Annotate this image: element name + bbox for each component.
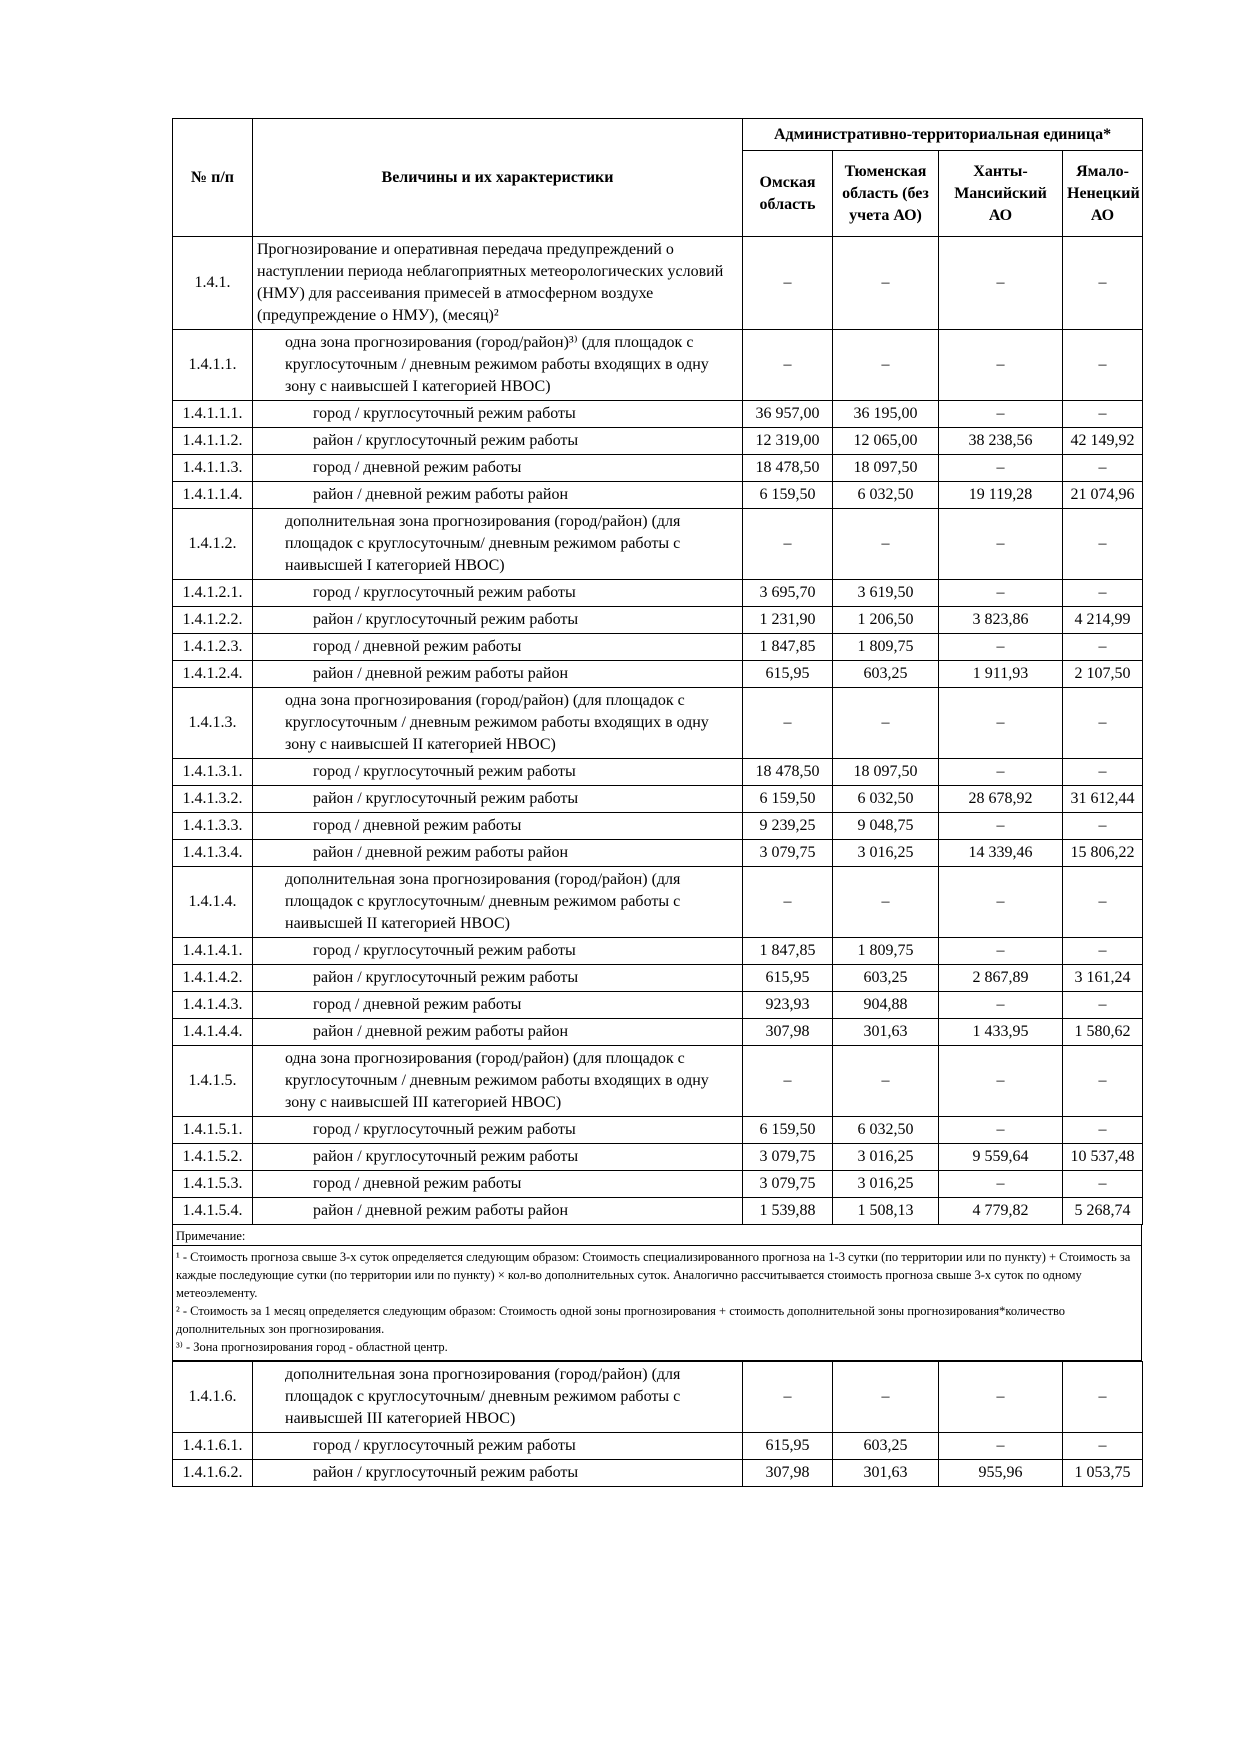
row-value: 3 079,75: [743, 1144, 833, 1171]
row-value: –: [1063, 401, 1143, 428]
row-value: –: [1063, 634, 1143, 661]
row-number: 1.4.1.2.4.: [173, 661, 253, 688]
table-row: [173, 1362, 1143, 1433]
row-label: район / дневной режим работы район: [253, 1019, 743, 1046]
table-row: [173, 938, 1143, 965]
row-value: 1 911,93: [939, 661, 1063, 688]
row-value: –: [939, 1117, 1063, 1144]
row-value: –: [833, 509, 939, 580]
row-value: 1 809,75: [833, 634, 939, 661]
row-value: 12 319,00: [743, 428, 833, 455]
row-value: 6 032,50: [833, 786, 939, 813]
row-value: 6 032,50: [833, 1117, 939, 1144]
row-value: 3 016,25: [833, 1171, 939, 1198]
table-row: [173, 330, 1143, 401]
row-value: –: [743, 1362, 833, 1433]
row-value: –: [1063, 867, 1143, 938]
table-body-continued: [173, 1362, 1143, 1487]
row-number: 1.4.1.1.2.: [173, 428, 253, 455]
row-value: 3 619,50: [833, 580, 939, 607]
header-region-tyumen: Тюменская область (без учета АО): [833, 151, 939, 237]
row-value: 603,25: [833, 965, 939, 992]
row-number: 1.4.1.3.3.: [173, 813, 253, 840]
row-value: –: [939, 1362, 1063, 1433]
row-value: 21 074,96: [1063, 482, 1143, 509]
row-value: –: [939, 813, 1063, 840]
tariff-table-continued: [172, 1361, 1143, 1487]
row-label: район / дневной режим работы район: [253, 840, 743, 867]
row-value: 615,95: [743, 661, 833, 688]
row-number: 1.4.1.2.1.: [173, 580, 253, 607]
row-value: 1 847,85: [743, 938, 833, 965]
row-number: 1.4.1.4.1.: [173, 938, 253, 965]
table-row: [173, 455, 1143, 482]
row-value: –: [939, 938, 1063, 965]
row-value: 9 559,64: [939, 1144, 1063, 1171]
notes-title: Примечание:: [173, 1227, 1141, 1246]
row-label: город / круглосуточный режим работы: [253, 580, 743, 607]
row-value: 10 537,48: [1063, 1144, 1143, 1171]
row-value: 36 957,00: [743, 401, 833, 428]
table-row: [173, 840, 1143, 867]
row-label: район / круглосуточный режим работы: [253, 1460, 743, 1487]
row-value: –: [1063, 992, 1143, 1019]
table-row: [173, 1171, 1143, 1198]
row-value: –: [1063, 1046, 1143, 1117]
row-value: –: [833, 330, 939, 401]
row-value: –: [1063, 759, 1143, 786]
row-number: 1.4.1.1.3.: [173, 455, 253, 482]
row-value: –: [743, 237, 833, 330]
table-row: [173, 237, 1143, 330]
row-value: –: [1063, 237, 1143, 330]
row-value: 6 159,50: [743, 482, 833, 509]
header-num: № п/п: [173, 119, 253, 237]
row-value: –: [1063, 938, 1143, 965]
row-value: 31 612,44: [1063, 786, 1143, 813]
row-value: 4 779,82: [939, 1198, 1063, 1225]
row-label: город / дневной режим работы: [253, 634, 743, 661]
row-value: 603,25: [833, 1433, 939, 1460]
row-value: 9 239,25: [743, 813, 833, 840]
row-value: –: [833, 867, 939, 938]
row-value: 15 806,22: [1063, 840, 1143, 867]
row-value: 1 847,85: [743, 634, 833, 661]
header-name: Величины и их характеристики: [253, 119, 743, 237]
row-value: –: [1063, 1117, 1143, 1144]
row-value: –: [939, 237, 1063, 330]
row-label: дополнительная зона прогнозирования (город/район) (для площадок с круглосуточным/ дневным режимом работы с наивысшей III категорией НВОС): [253, 1362, 743, 1433]
row-label: район / дневной режим работы район: [253, 1198, 743, 1225]
row-value: –: [939, 992, 1063, 1019]
row-number: 1.4.1.: [173, 237, 253, 330]
row-value: 904,88: [833, 992, 939, 1019]
row-number: 1.4.1.5.: [173, 1046, 253, 1117]
row-value: 615,95: [743, 965, 833, 992]
row-value: –: [833, 688, 939, 759]
header-region-khmao: Ханты-Мансийский АО: [939, 151, 1063, 237]
row-value: 18 097,50: [833, 759, 939, 786]
row-label: город / круглосуточный режим работы: [253, 1433, 743, 1460]
table-row: [173, 867, 1143, 938]
row-value: 2 107,50: [1063, 661, 1143, 688]
row-value: 1 433,95: [939, 1019, 1063, 1046]
row-number: 1.4.1.2.3.: [173, 634, 253, 661]
row-value: –: [939, 634, 1063, 661]
row-value: –: [833, 1362, 939, 1433]
header-region-omsk: Омская область: [743, 151, 833, 237]
row-value: 1 580,62: [1063, 1019, 1143, 1046]
row-value: 3 079,75: [743, 1171, 833, 1198]
row-value: 1 809,75: [833, 938, 939, 965]
row-number: 1.4.1.6.: [173, 1362, 253, 1433]
table-row: [173, 607, 1143, 634]
row-value: 1 508,13: [833, 1198, 939, 1225]
row-value: 301,63: [833, 1019, 939, 1046]
row-value: –: [939, 688, 1063, 759]
row-value: 18 478,50: [743, 455, 833, 482]
row-value: –: [1063, 813, 1143, 840]
row-number: 1.4.1.1.1.: [173, 401, 253, 428]
row-number: 1.4.1.5.4.: [173, 1198, 253, 1225]
table-row: [173, 1144, 1143, 1171]
table-row: [173, 965, 1143, 992]
row-value: 9 048,75: [833, 813, 939, 840]
row-value: 18 478,50: [743, 759, 833, 786]
row-value: 6 159,50: [743, 1117, 833, 1144]
row-value: –: [939, 509, 1063, 580]
row-label: район / дневной режим работы район: [253, 661, 743, 688]
row-label: город / круглосуточный режим работы: [253, 938, 743, 965]
row-value: 615,95: [743, 1433, 833, 1460]
row-value: –: [743, 330, 833, 401]
row-value: 5 268,74: [1063, 1198, 1143, 1225]
row-value: 42 149,92: [1063, 428, 1143, 455]
row-value: 307,98: [743, 1019, 833, 1046]
row-value: –: [939, 401, 1063, 428]
row-number: 1.4.1.4.: [173, 867, 253, 938]
row-value: 603,25: [833, 661, 939, 688]
row-value: –: [1063, 509, 1143, 580]
row-value: –: [939, 330, 1063, 401]
row-number: 1.4.1.2.: [173, 509, 253, 580]
row-value: –: [939, 1046, 1063, 1117]
row-label: одна зона прогнозирования (город/район)³⁾ (для площадок с круглосуточным / дневным режимом работы входящих в одну зону с наивысшей I категорией НВОС): [253, 330, 743, 401]
table-row: [173, 786, 1143, 813]
row-value: 1 231,90: [743, 607, 833, 634]
row-value: –: [833, 237, 939, 330]
table-row: [173, 813, 1143, 840]
row-label: город / круглосуточный режим работы: [253, 1117, 743, 1144]
row-label: дополнительная зона прогнозирования (город/район) (для площадок с круглосуточным/ дневным режимом работы с наивысшей I категорией НВОС): [253, 509, 743, 580]
row-value: 923,93: [743, 992, 833, 1019]
row-value: 1 206,50: [833, 607, 939, 634]
row-value: –: [1063, 455, 1143, 482]
row-label: район / круглосуточный режим работы: [253, 965, 743, 992]
row-value: –: [939, 455, 1063, 482]
row-number: 1.4.1.3.2.: [173, 786, 253, 813]
row-value: 3 016,25: [833, 840, 939, 867]
row-number: 1.4.1.4.4.: [173, 1019, 253, 1046]
row-label: одна зона прогнозирования (город/район) (для площадок с круглосуточным / дневным режимом работы входящих в одну зону с наивысшей III категорией НВОС): [253, 1046, 743, 1117]
row-value: –: [939, 1171, 1063, 1198]
row-value: –: [833, 1046, 939, 1117]
table-row: [173, 509, 1143, 580]
row-value: 28 678,92: [939, 786, 1063, 813]
note-3: ³⁾ - Зона прогнозирования город - областной центр.: [176, 1340, 448, 1354]
row-number: 1.4.1.1.4.: [173, 482, 253, 509]
row-value: 955,96: [939, 1460, 1063, 1487]
table-row: [173, 1433, 1143, 1460]
table-row: [173, 688, 1143, 759]
table-row: [173, 634, 1143, 661]
tariff-table: [172, 118, 1143, 1225]
table-row: [173, 1019, 1143, 1046]
row-number: 1.4.1.4.2.: [173, 965, 253, 992]
row-number: 1.4.1.1.: [173, 330, 253, 401]
row-value: 3 079,75: [743, 840, 833, 867]
table-body: [173, 237, 1143, 1225]
row-value: 38 238,56: [939, 428, 1063, 455]
row-number: 1.4.1.2.2.: [173, 607, 253, 634]
table-row: [173, 992, 1143, 1019]
row-label: город / дневной режим работы: [253, 455, 743, 482]
row-value: 14 339,46: [939, 840, 1063, 867]
row-value: –: [1063, 1171, 1143, 1198]
row-value: –: [743, 1046, 833, 1117]
row-label: район / круглосуточный режим работы: [253, 1144, 743, 1171]
row-number: 1.4.1.4.3.: [173, 992, 253, 1019]
table-row: [173, 1046, 1143, 1117]
note-2: ² - Стоимость за 1 месяц определяется следующим образом: Стоимость одной зоны прогнозирования + стоимость дополнительной зоны прогнозирования*количество дополнительных зон прогнозирования.: [176, 1304, 1066, 1336]
row-value: 1 053,75: [1063, 1460, 1143, 1487]
row-value: 3 823,86: [939, 607, 1063, 634]
row-number: 1.4.1.3.4.: [173, 840, 253, 867]
table-row: [173, 1198, 1143, 1225]
row-number: 1.4.1.5.1.: [173, 1117, 253, 1144]
header-group: Административно-территориальная единица*: [743, 119, 1143, 151]
row-value: 3 695,70: [743, 580, 833, 607]
notes-block: [172, 1225, 1142, 1361]
row-label: одна зона прогнозирования (город/район) (для площадок с круглосуточным / дневным режимом работы входящих в одну зону с наивысшей II категорией НВОС): [253, 688, 743, 759]
row-value: 12 065,00: [833, 428, 939, 455]
row-value: 1 539,88: [743, 1198, 833, 1225]
row-value: –: [1063, 1362, 1143, 1433]
row-value: –: [1063, 688, 1143, 759]
row-number: 1.4.1.3.: [173, 688, 253, 759]
row-value: –: [1063, 580, 1143, 607]
note-1: ¹ - Стоимость прогноза свыше 3-х суток определяется следующим образом: Стоимость специализированного прогноза на 1-3 сутки (по территории или по пункту) + Стоимость за каждые последующие сутки (по территории или по пункту) × кол-во дополнительных суток. Аналогично рассчитывается стоимость прогноза свыше 3-х суток по одному метеоэлементу.: [176, 1250, 1131, 1300]
row-value: 3 016,25: [833, 1144, 939, 1171]
row-value: 2 867,89: [939, 965, 1063, 992]
table-row: [173, 1460, 1143, 1487]
table-row: [173, 759, 1143, 786]
row-value: 301,63: [833, 1460, 939, 1487]
row-number: 1.4.1.3.1.: [173, 759, 253, 786]
row-value: –: [939, 1433, 1063, 1460]
row-number: 1.4.1.6.1.: [173, 1433, 253, 1460]
row-value: 6 032,50: [833, 482, 939, 509]
row-value: 36 195,00: [833, 401, 939, 428]
row-value: 3 161,24: [1063, 965, 1143, 992]
row-label: район / круглосуточный режим работы: [253, 786, 743, 813]
row-number: 1.4.1.6.2.: [173, 1460, 253, 1487]
row-value: 19 119,28: [939, 482, 1063, 509]
row-value: –: [1063, 1433, 1143, 1460]
row-number: 1.4.1.5.2.: [173, 1144, 253, 1171]
row-value: 4 214,99: [1063, 607, 1143, 634]
row-number: 1.4.1.5.3.: [173, 1171, 253, 1198]
row-label: город / дневной режим работы: [253, 1171, 743, 1198]
row-value: –: [743, 509, 833, 580]
row-label: город / круглосуточный режим работы: [253, 759, 743, 786]
row-label: район / круглосуточный режим работы: [253, 607, 743, 634]
table-row: [173, 482, 1143, 509]
row-label: город / дневной режим работы: [253, 813, 743, 840]
row-label: Прогнозирование и оперативная передача предупреждений о наступлении периода неблагоприятных метеорологических условий (НМУ) для рассеивания примесей в атмосферном воздухе (предупреждение о НМУ), (месяц)²: [253, 237, 743, 330]
row-value: –: [1063, 330, 1143, 401]
row-value: 307,98: [743, 1460, 833, 1487]
table-row: [173, 401, 1143, 428]
row-value: –: [939, 580, 1063, 607]
row-value: 6 159,50: [743, 786, 833, 813]
table-row: [173, 428, 1143, 455]
table-row: [173, 661, 1143, 688]
row-value: –: [743, 867, 833, 938]
row-value: –: [939, 759, 1063, 786]
row-label: город / дневной режим работы: [253, 992, 743, 1019]
row-label: район / круглосуточный режим работы: [253, 428, 743, 455]
row-label: район / дневной режим работы район: [253, 482, 743, 509]
row-value: 18 097,50: [833, 455, 939, 482]
row-label: дополнительная зона прогнозирования (город/район) (для площадок с круглосуточным/ дневным режимом работы с наивысшей II категорией НВОС): [253, 867, 743, 938]
header-region-yanao: Ямало-Ненецкий АО: [1063, 151, 1143, 237]
row-label: город / круглосуточный режим работы: [253, 401, 743, 428]
table-row: [173, 580, 1143, 607]
row-value: –: [743, 688, 833, 759]
row-value: –: [939, 867, 1063, 938]
table-row: [173, 1117, 1143, 1144]
document-page: [172, 118, 1142, 1487]
